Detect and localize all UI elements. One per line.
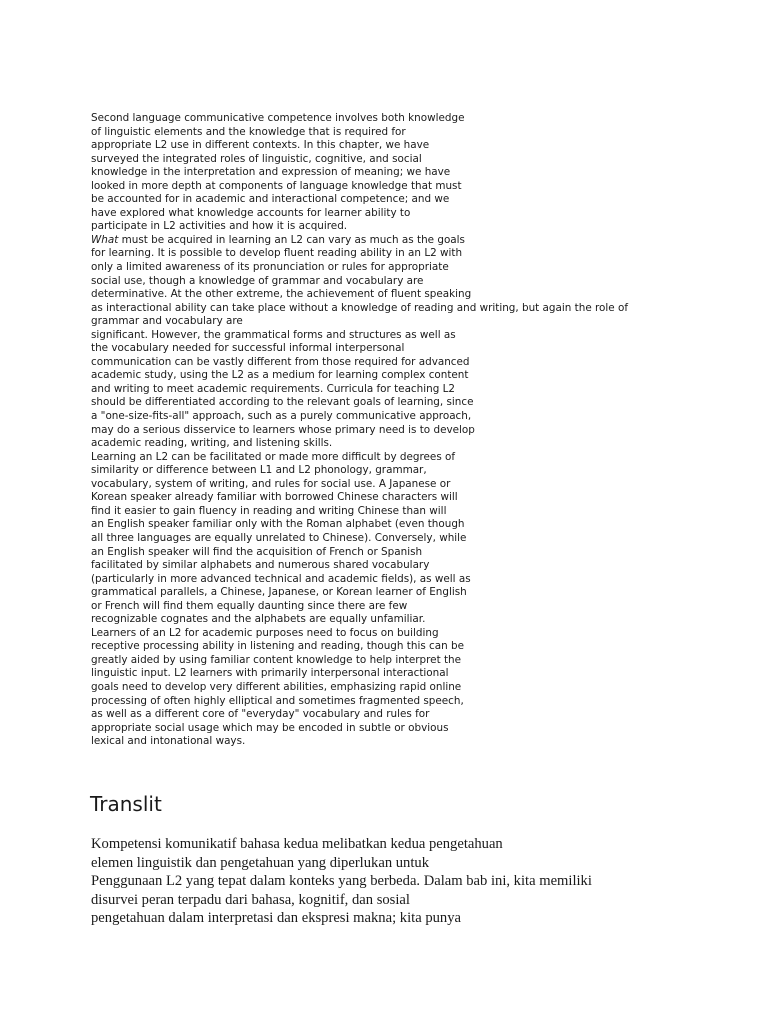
line-text: linguistic input. L2 learners with primarily interpersonal interactional [91,667,449,680]
line-text: social use, though a knowledge of grammar and vocabulary are [91,274,424,287]
paragraph-line [91,356,741,370]
line-text: should be differentiated according to the relevant goals of learning, since [91,396,474,409]
paragraph-line [91,424,741,438]
line-text: only a limited awareness of its pronunciation or rules for appropriate [91,261,449,274]
line-text: looked in more depth at components of language knowledge that must [91,179,462,192]
translit-paragraph [91,835,751,928]
line-text: a "one-size-fits-all" approach, such as a purely communicative approach, [91,410,472,423]
paragraph-line [91,315,741,329]
paragraph-line [91,532,741,546]
line-text: have explored what knowledge accounts for learner ability to [91,206,411,219]
paragraph-line [91,518,741,532]
paragraph-line [91,396,741,410]
paragraph-line [91,180,741,194]
paragraph-line [91,193,741,207]
paragraph-line [91,613,741,627]
paragraph-line [91,126,741,140]
paragraph-line [91,166,741,180]
line-text: as interactional ability can take place without a knowledge of reading and writing, but again the role of [91,301,629,314]
paragraph-line [91,708,741,722]
line-text: (particularly in more advanced technical and academic fields), as well as [91,572,471,585]
line-text: may do a serious disservice to learners whose primary need is to develop [91,423,475,436]
line-text: Learners of an L2 for academic purposes need to focus on building [91,626,439,639]
paragraph-line [91,667,741,681]
paragraph-line [91,478,741,492]
paragraph-line [91,288,741,302]
paragraph-line [91,247,741,261]
paragraph-line [91,586,741,600]
paragraph-line [91,342,741,356]
paragraph-line [91,559,741,573]
paragraph-line [91,112,741,126]
line-text: similarity or difference between L1 and L2 phonology, grammar, [91,464,427,477]
line-text: or French will find them equally daunting since there are few [91,599,408,612]
paragraph-line [91,139,741,153]
line-text: determinative. At the other extreme, the achievement of fluent speaking [91,288,472,301]
line-text: the vocabulary needed for successful informal interpersonal [91,342,405,355]
paragraph-line [91,383,741,397]
line-text: Second language communicative competence involves both knowledge [91,112,465,124]
line-text: appropriate social usage which may be encoded in subtle or obvious [91,721,449,734]
line-text: and writing to meet academic requirements. Curricula for teaching L2 [91,382,456,395]
line-text: academic study, using the L2 as a medium for learning complex content [91,369,469,382]
paragraph-line [91,329,741,343]
line-text: facilitated by similar alphabets and numerous shared vocabulary [91,559,430,572]
paragraph-line [91,681,741,695]
paragraph-line [91,207,741,221]
line-text: for learning. It is possible to develop fluent reading ability in an L2 with [91,247,463,260]
line-text: as well as a different core of "everyday" vocabulary and rules for [91,708,430,721]
line-text: lexical and intonational ways. [91,735,246,748]
line-text: recognizable cognates and the alphabets are equally unfamiliar. [91,613,426,626]
translit-line: pengetahuan dalam interpretasi dan ekspresi makna; kita punya [91,910,461,926]
line-text: communication can be vastly different from those required for advanced [91,355,470,368]
line-text: grammar and vocabulary are [91,315,243,328]
paragraph-line [91,695,741,709]
line-text: participate in L2 activities and how it is acquired. [91,220,348,233]
line-text: find it easier to gain fluency in reading and writing Chinese than will [91,504,447,517]
paragraph-line [91,491,741,505]
line-text: Korean speaker already familiar with borrowed Chinese characters will [91,491,458,504]
paragraph-line [91,735,741,749]
line-text: an English speaker familiar only with the Roman alphabet (even though [91,518,465,531]
translit-line: elemen linguistik dan pengetahuan yang diperlukan untuk [91,854,430,871]
line-text: be accounted for in academic and interactional competence; and we [91,193,450,206]
paragraph-line [91,261,741,275]
paragraph-line [91,464,741,478]
english-paragraph [91,112,741,749]
line-text: processing of often highly elliptical and sometimes fragmented speech, [91,694,464,707]
line-text: surveyed the integrated roles of linguistic, cognitive, and social [91,152,422,165]
paragraph-line [91,505,741,519]
paragraph-line [91,722,741,736]
line-text: an English speaker will find the acquisition of French or Spanish [91,545,423,558]
paragraph-line [91,369,741,383]
paragraph-line [91,654,741,668]
paragraph-line [91,573,741,587]
line-text: all three languages are equally unrelated to Chinese). Conversely, while [91,531,467,544]
paragraph-line [91,451,741,465]
paragraph-line [91,302,741,316]
paragraph-line [91,275,741,289]
paragraph-line [91,627,741,641]
paragraph-line [91,153,741,167]
translit-line: Penggunaan L2 yang tepat dalam konteks yang berbeda. Dalam bab ini, kita memiliki [91,873,592,889]
line-text: grammatical parallels, a Chinese, Japanese, or Korean learner of English [91,586,467,599]
paragraph-line [91,640,741,654]
emphasized-word: What [91,233,119,246]
paragraph-line [91,546,741,560]
translit-heading: Translit [90,792,162,816]
paragraph-line [91,410,741,424]
line-text: of linguistic elements and the knowledge that is required for [91,125,406,138]
paragraph-line [91,234,741,248]
line-text: academic reading, writing, and listening skills. [91,437,333,450]
translit-line: disurvei peran terpadu dari bahasa, kognitif, dan sosial [91,891,410,908]
line-text: must be acquired in learning an L2 can vary as much as the goals [118,233,465,246]
line-text: significant. However, the grammatical forms and structures as well as [91,328,456,341]
paragraph-line [91,437,741,451]
line-text: receptive processing ability in listening and reading, though this can be [91,640,465,653]
line-text: vocabulary, system of writing, and rules for social use. A Japanese or [91,477,451,490]
line-text: Learning an L2 can be facilitated or made more difficult by degrees of [91,450,456,463]
line-text: appropriate L2 use in different contexts. In this chapter, we have [91,139,430,152]
paragraph-line [91,220,741,234]
translit-line: Kompetensi komunikatif bahasa kedua melibatkan kedua pengetahuan [91,836,503,852]
paragraph-line [91,600,741,614]
line-text: knowledge in the interpretation and expression of meaning; we have [91,166,451,179]
line-text: goals need to develop very different abilities, emphasizing rapid online [91,680,462,693]
line-text: greatly aided by using familiar content knowledge to help interpret the [91,653,461,666]
